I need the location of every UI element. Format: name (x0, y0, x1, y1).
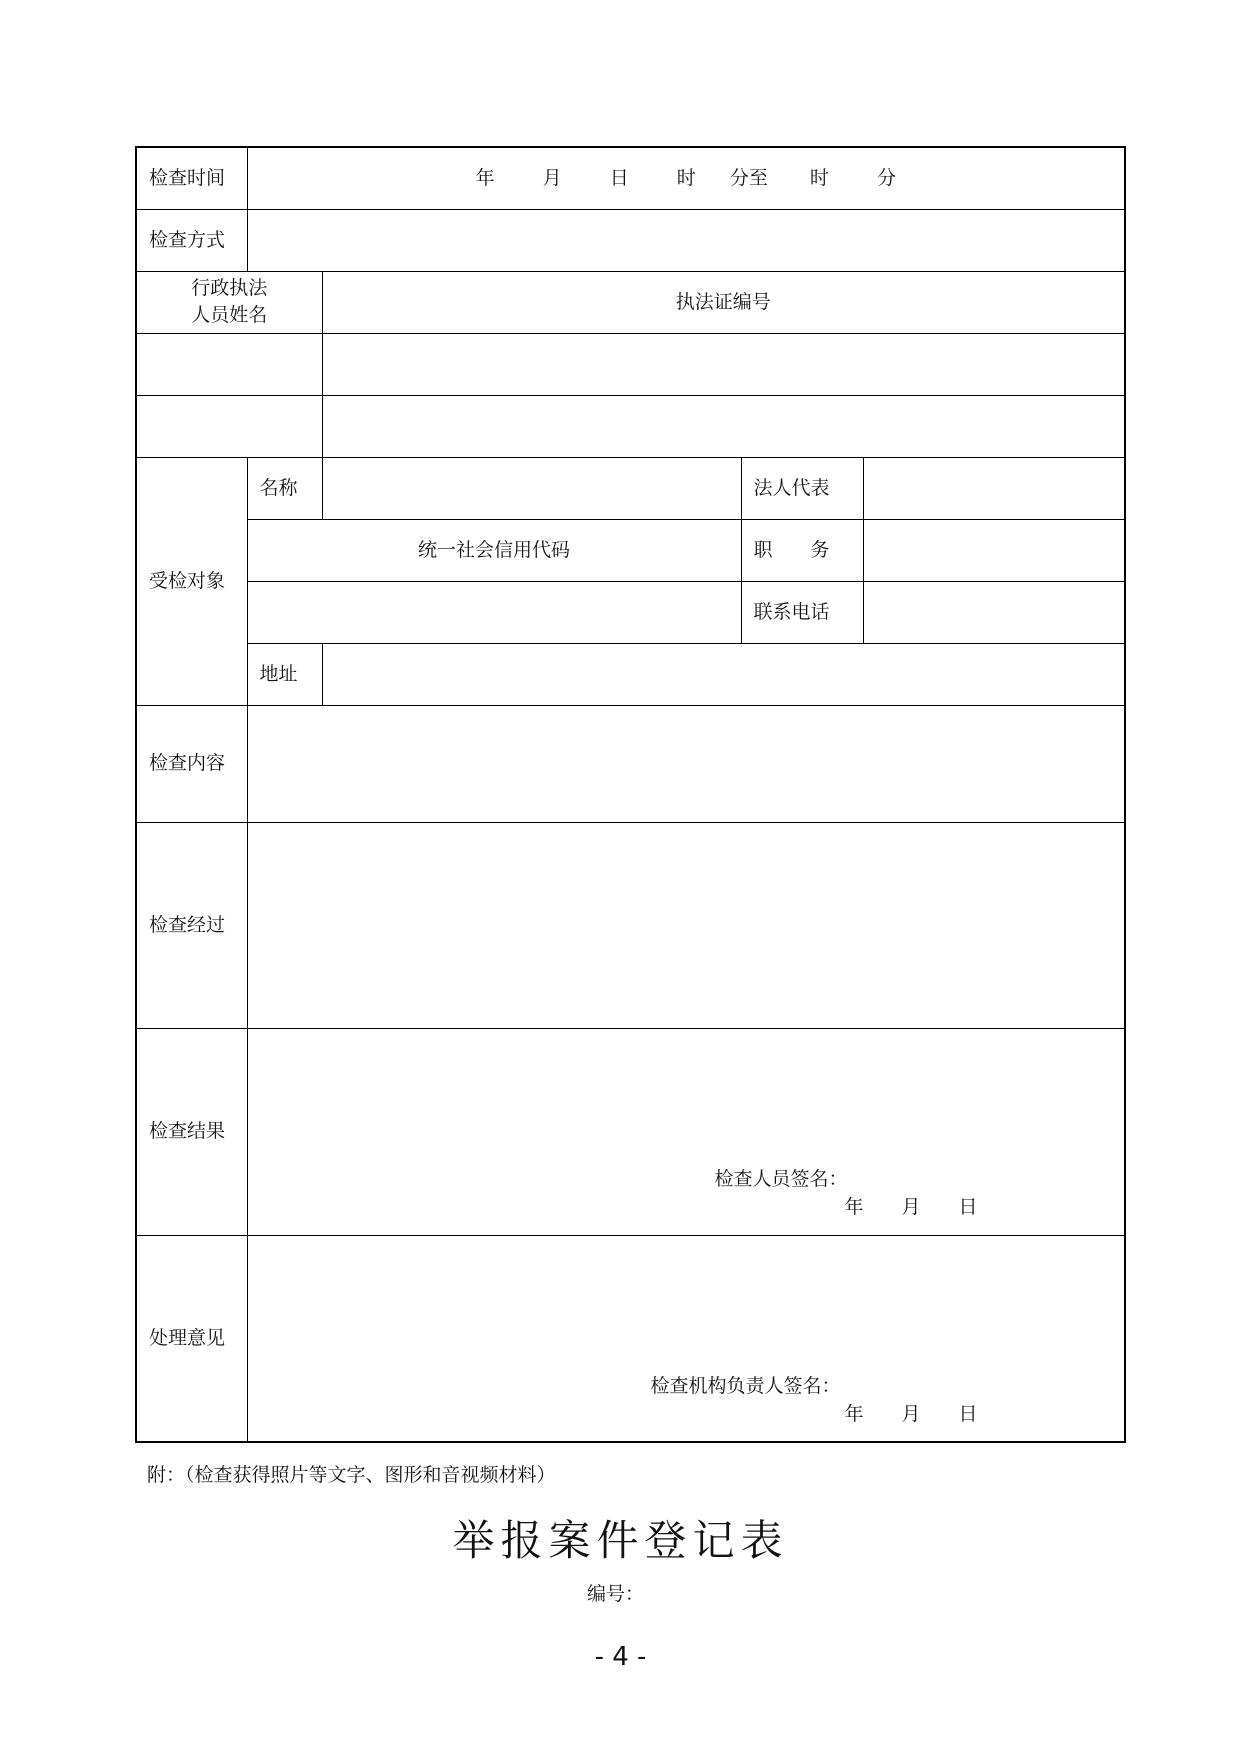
institution-signature-label: 检查机构负责人签名： (650, 1374, 841, 1397)
time-hour: 时 (676, 166, 696, 189)
credit-code-label: 统一社会信用代码 (247, 519, 741, 581)
position-label-char2: 务 (810, 538, 830, 561)
position-field[interactable] (863, 519, 1125, 581)
opinion-field[interactable] (247, 1235, 1125, 1442)
inspected-object-label: 受检对象 (136, 457, 247, 705)
time-year: 年 (475, 166, 495, 189)
officer-name-field-2[interactable] (136, 395, 322, 457)
result-field[interactable] (247, 1028, 1125, 1235)
inspection-method-field[interactable] (247, 209, 1125, 271)
time-month: 月 (542, 166, 562, 189)
process-label: 检查经过 (136, 822, 247, 1028)
officer-name-label (136, 271, 322, 333)
time-minute-to: 分至 (729, 166, 768, 189)
result-date: 年 月 日 (844, 1195, 978, 1218)
certificate-number-label: 执法证编号 (322, 271, 1125, 333)
inspection-method-label: 检查方式 (136, 209, 247, 271)
address-label: 地址 (247, 643, 322, 705)
opinion-date: 年 月 日 (844, 1402, 978, 1425)
result-label: 检查结果 (136, 1028, 247, 1235)
address-field[interactable] (322, 643, 1125, 705)
credit-code-field[interactable] (247, 581, 741, 643)
content-field[interactable] (247, 705, 1125, 822)
legal-rep-field[interactable] (863, 457, 1125, 519)
time-minute-2: 分 (876, 166, 896, 189)
inspection-time-field[interactable] (247, 147, 1125, 209)
legal-rep-label: 法人代表 (741, 457, 863, 519)
page-number: - 4 - (594, 1642, 647, 1672)
inspection-time-label: 检查时间 (136, 147, 247, 209)
time-hour-2: 时 (809, 166, 829, 189)
officer-name-label-line1: 行政执法 (191, 277, 268, 299)
officer-name-field-1[interactable] (136, 333, 322, 395)
phone-field[interactable] (863, 581, 1125, 643)
content-label: 检查内容 (136, 705, 247, 822)
position-label-char1: 职 (753, 538, 773, 561)
phone-label: 联系电话 (741, 581, 863, 643)
name-label: 名称 (247, 457, 322, 519)
number-label: 编号： (586, 1583, 644, 1605)
attachment-note: 附：（检查获得照片等文字、图形和音视频材料） (147, 1464, 556, 1486)
certificate-number-field-1[interactable] (322, 333, 1125, 395)
inspector-signature-label: 检查人员签名： (714, 1167, 848, 1190)
opinion-label: 处理意见 (136, 1235, 247, 1442)
position-label (741, 519, 863, 581)
next-form-title: 举报案件登记表 (452, 1516, 789, 1565)
time-day: 日 (609, 166, 629, 189)
officer-name-label-line2: 人员姓名 (191, 304, 268, 326)
process-field[interactable] (247, 822, 1125, 1028)
certificate-number-field-2[interactable] (322, 395, 1125, 457)
name-field[interactable] (322, 457, 741, 519)
inspection-record-table (135, 146, 1126, 1443)
